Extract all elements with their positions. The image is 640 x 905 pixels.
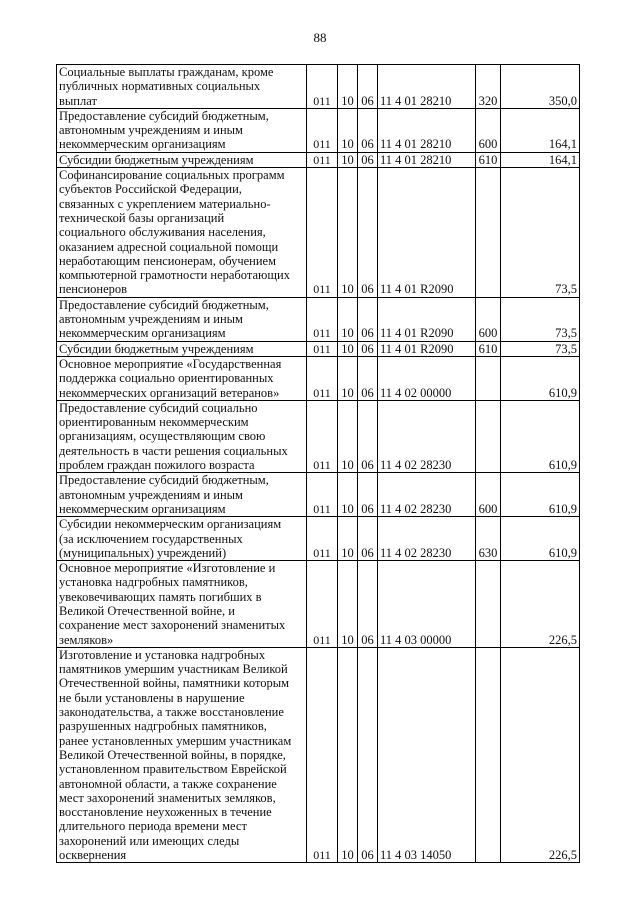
cell-name: Социальные выплаты гражданам, кроме публичных нормативных социальных выплат bbox=[57, 65, 307, 109]
cell-subsection: 06 bbox=[358, 152, 378, 167]
cell-name: Основное мероприятие «Государственная поддержка социально ориентированных некоммерческих организаций ветеранов» bbox=[57, 356, 307, 400]
table-row bbox=[57, 65, 580, 109]
cell-expense-type: 600 bbox=[476, 108, 501, 152]
cell-name: Субсидии бюджетным учреждениям bbox=[57, 152, 307, 167]
cell-target-article: 11 4 01 R2090 bbox=[378, 341, 476, 356]
cell-admin-code: 011 bbox=[307, 168, 338, 298]
cell-expense-type bbox=[476, 561, 501, 648]
page-number: 88 bbox=[313, 30, 327, 45]
table-row bbox=[57, 517, 580, 561]
cell-expense-type: 630 bbox=[476, 517, 501, 561]
cell-target-article: 11 4 01 28210 bbox=[378, 108, 476, 152]
cell-section: 10 bbox=[338, 108, 358, 152]
cell-target-article: 11 4 01 R2090 bbox=[378, 168, 476, 298]
cell-amount: 610,9 bbox=[501, 473, 580, 517]
cell-subsection: 06 bbox=[358, 108, 378, 152]
cell-expense-type: 600 bbox=[476, 297, 501, 341]
table-row bbox=[57, 108, 580, 152]
cell-subsection: 06 bbox=[358, 341, 378, 356]
cell-expense-type: 610 bbox=[476, 341, 501, 356]
cell-amount: 73,5 bbox=[501, 168, 580, 298]
cell-amount: 226,5 bbox=[501, 647, 580, 862]
table-row bbox=[57, 152, 580, 167]
cell-admin-code: 011 bbox=[307, 152, 338, 167]
cell-admin-code: 011 bbox=[307, 108, 338, 152]
table-body bbox=[57, 65, 580, 863]
cell-admin-code: 011 bbox=[307, 561, 338, 648]
cell-target-article: 11 4 03 00000 bbox=[378, 561, 476, 648]
table-row bbox=[57, 168, 580, 298]
cell-target-article: 11 4 03 14050 bbox=[378, 647, 476, 862]
cell-amount: 73,5 bbox=[501, 297, 580, 341]
cell-section: 10 bbox=[338, 297, 358, 341]
cell-admin-code: 011 bbox=[307, 647, 338, 862]
cell-subsection: 06 bbox=[358, 356, 378, 400]
cell-name: Софинансирование социальных программ субъектов Российской Федерации, связанных с укреплением материально- технической базы организаций социального обслуживания населения, оказанием адресной социальной помощи неработающим пенсионерам, обучением компьютерной грамотности неработающих пенсионеров bbox=[57, 168, 307, 298]
cell-section: 10 bbox=[338, 517, 358, 561]
cell-section: 10 bbox=[338, 168, 358, 298]
cell-expense-type bbox=[476, 647, 501, 862]
cell-admin-code: 011 bbox=[307, 517, 338, 561]
cell-amount: 350,0 bbox=[501, 65, 580, 109]
cell-subsection: 06 bbox=[358, 65, 378, 109]
cell-name: Предоставление субсидий социально ориентированным некоммерческим организациям, осуществляющим свою деятельность в части решения социальных проблем граждан пожилого возраста bbox=[57, 400, 307, 472]
cell-amount: 164,1 bbox=[501, 108, 580, 152]
cell-amount: 73,5 bbox=[501, 341, 580, 356]
cell-expense-type: 600 bbox=[476, 473, 501, 517]
cell-section: 10 bbox=[338, 561, 358, 648]
cell-section: 10 bbox=[338, 356, 358, 400]
cell-name: Изготовление и установка надгробных памятников умершим участникам Великой Отечественной войны, памятники которым не были установлены в нарушение законодательства, а также восстановление разрушенных надгробных памятников, ранее установленных умершим участникам Великой Отечественной войны, в порядке, установленном правительством Еврейской автономной области, а также сохранение мест захоронений знаменитых земляков, восстановление неухоженных в течение длительного периода времени мест захоронений или имеющих следы осквернения bbox=[57, 647, 307, 862]
cell-expense-type bbox=[476, 168, 501, 298]
cell-name: Предоставление субсидий бюджетным, автономным учреждениям и иным некоммерческим организациям bbox=[57, 108, 307, 152]
cell-admin-code: 011 bbox=[307, 65, 338, 109]
cell-amount: 226,5 bbox=[501, 561, 580, 648]
table-row bbox=[57, 297, 580, 341]
cell-section: 10 bbox=[338, 400, 358, 472]
table-row bbox=[57, 400, 580, 472]
cell-section: 10 bbox=[338, 473, 358, 517]
cell-expense-type: 320 bbox=[476, 65, 501, 109]
cell-target-article: 11 4 01 28210 bbox=[378, 152, 476, 167]
cell-name: Основное мероприятие «Изготовление и установка надгробных памятников, увековечивающих память погибших в Великой Отечественной войне, и сохранение мест захоронений знаменитых земляков» bbox=[57, 561, 307, 648]
cell-name: Субсидии бюджетным учреждениям bbox=[57, 341, 307, 356]
cell-target-article: 11 4 01 R2090 bbox=[378, 297, 476, 341]
cell-admin-code: 011 bbox=[307, 473, 338, 517]
cell-expense-type: 610 bbox=[476, 152, 501, 167]
table-row bbox=[57, 341, 580, 356]
cell-target-article: 11 4 01 28210 bbox=[378, 65, 476, 109]
cell-section: 10 bbox=[338, 647, 358, 862]
cell-subsection: 06 bbox=[358, 473, 378, 517]
cell-section: 10 bbox=[338, 341, 358, 356]
cell-amount: 610,9 bbox=[501, 517, 580, 561]
cell-admin-code: 011 bbox=[307, 297, 338, 341]
cell-subsection: 06 bbox=[358, 517, 378, 561]
cell-subsection: 06 bbox=[358, 400, 378, 472]
cell-section: 10 bbox=[338, 65, 358, 109]
cell-name: Предоставление субсидий бюджетным, автономным учреждениям и иным некоммерческим организациям bbox=[57, 473, 307, 517]
cell-target-article: 11 4 02 28230 bbox=[378, 473, 476, 517]
cell-expense-type bbox=[476, 356, 501, 400]
cell-admin-code: 011 bbox=[307, 341, 338, 356]
cell-subsection: 06 bbox=[358, 168, 378, 298]
cell-subsection: 06 bbox=[358, 647, 378, 862]
cell-admin-code: 011 bbox=[307, 400, 338, 472]
cell-admin-code: 011 bbox=[307, 356, 338, 400]
cell-name: Субсидии некоммерческим организациям (за исключением государственных (муниципальных) учреждений) bbox=[57, 517, 307, 561]
cell-target-article: 11 4 02 28230 bbox=[378, 517, 476, 561]
budget-table bbox=[56, 64, 580, 863]
cell-subsection: 06 bbox=[358, 561, 378, 648]
cell-amount: 610,9 bbox=[501, 400, 580, 472]
cell-name: Предоставление субсидий бюджетным, автономным учреждениям и иным некоммерческим организациям bbox=[57, 297, 307, 341]
cell-target-article: 11 4 02 00000 bbox=[378, 356, 476, 400]
cell-target-article: 11 4 02 28230 bbox=[378, 400, 476, 472]
cell-expense-type bbox=[476, 400, 501, 472]
table-row bbox=[57, 356, 580, 400]
cell-subsection: 06 bbox=[358, 297, 378, 341]
table-row bbox=[57, 473, 580, 517]
cell-amount: 164,1 bbox=[501, 152, 580, 167]
table-row bbox=[57, 647, 580, 862]
cell-amount: 610,9 bbox=[501, 356, 580, 400]
cell-section: 10 bbox=[338, 152, 358, 167]
table-row bbox=[57, 561, 580, 648]
